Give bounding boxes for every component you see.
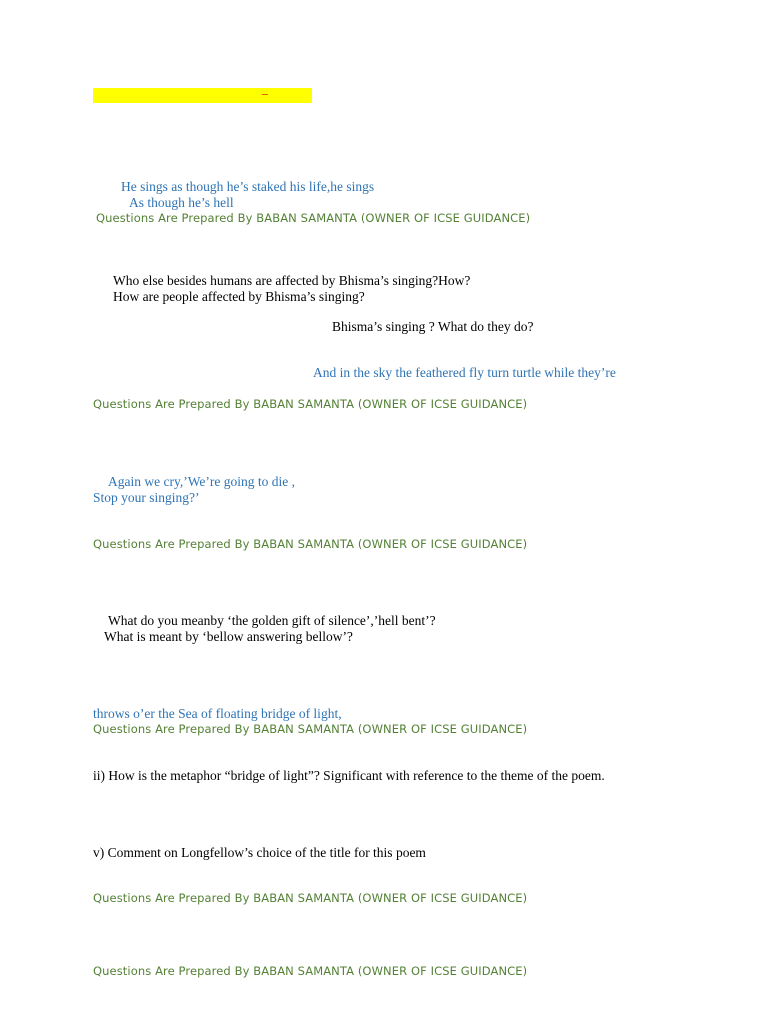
credit-line-6: Questions Are Prepared By BABAN SAMANTA (OWNER OF ICSE GUIDANCE)	[93, 964, 528, 978]
credit-line-1: Questions Are Prepared By BABAN SAMANTA (OWNER OF ICSE GUIDANCE)	[96, 211, 531, 225]
credit-line-3: Questions Are Prepared By BABAN SAMANTA (OWNER OF ICSE GUIDANCE)	[93, 537, 528, 551]
stanza4-line1: throws o’er the Sea of floating bridge of light,	[93, 706, 342, 721]
question-5: What is meant by ‘bellow answering bellow’?	[104, 629, 353, 644]
highlighted-heading-bar	[93, 88, 312, 103]
credit-line-4: Questions Are Prepared By BABAN SAMANTA (OWNER OF ICSE GUIDANCE)	[93, 722, 528, 736]
credit-line-5: Questions Are Prepared By BABAN SAMANTA (OWNER OF ICSE GUIDANCE)	[93, 891, 528, 905]
question-2: How are people affected by Bhisma’s singing?	[113, 289, 365, 304]
question-7: v) Comment on Longfellow’s choice of the title for this poem	[93, 845, 426, 860]
stanza3-line2: Stop your singing?’	[93, 490, 200, 505]
credit-line-2: Questions Are Prepared By BABAN SAMANTA (OWNER OF ICSE GUIDANCE)	[93, 397, 528, 411]
stanza1-line1: He sings as though he’s staked his life,he sings	[121, 179, 375, 194]
question-6: ii) How is the metaphor “bridge of light”? Significant with reference to the theme of the poem.	[93, 768, 605, 783]
stanza2-line1: And in the sky the feathered fly turn turtle while they’re	[313, 365, 616, 380]
highlight-dash-mark: –	[262, 86, 268, 100]
question-4: What do you meanby ‘the golden gift of silence’,’hell bent’?	[108, 613, 436, 628]
question-1: Who else besides humans are affected by Bhisma’s singing?How?	[113, 273, 471, 288]
stanza1-line2: As though he’s hell	[129, 195, 234, 210]
question-3: Bhisma’s singing ? What do they do?	[332, 319, 534, 334]
stanza3-line1: Again we cry,’We’re going to die ,	[108, 474, 295, 489]
